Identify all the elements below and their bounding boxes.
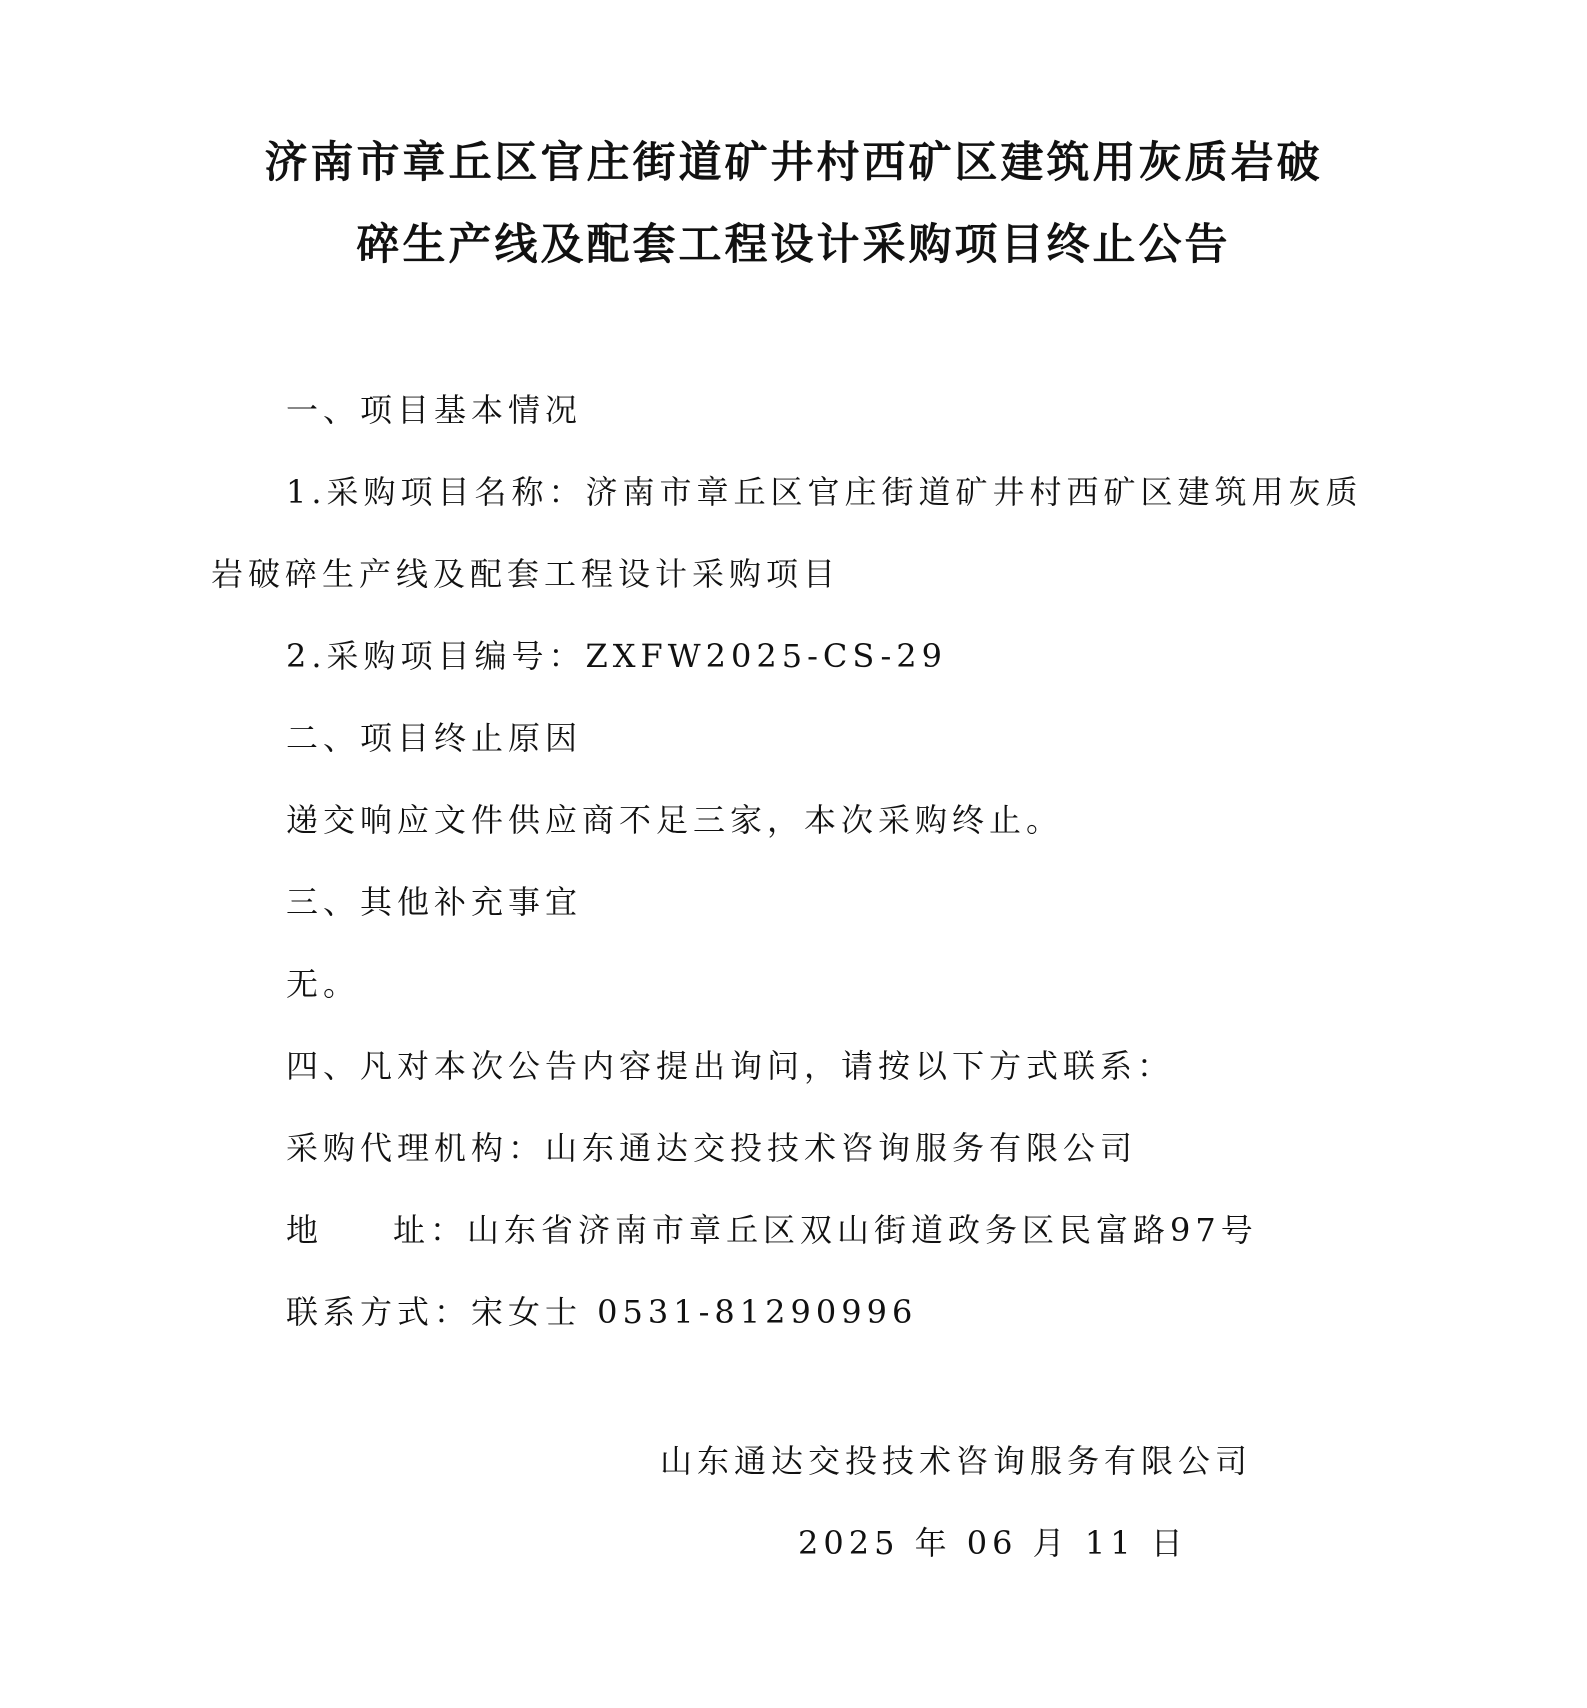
contact-info: 联系方式：宋女士 0531-81290996 — [286, 1293, 918, 1331]
section-1-heading: 一、项目基本情况 — [286, 391, 583, 429]
project-name-line-2: 岩破碎生产线及配套工程设计采购项目 — [211, 555, 841, 593]
document-title-line-2: 碎生产线及配套工程设计采购项目终止公告 — [356, 220, 1231, 270]
project-name-line-1: 1.采购项目名称：济南市章丘区官庄街道矿井村西矿区建筑用灰质 — [286, 473, 1363, 511]
address-label-start: 地 — [286, 1211, 324, 1249]
section-2-heading: 二、项目终止原因 — [286, 719, 583, 757]
termination-reason: 递交响应文件供应商不足三家，本次采购终止。 — [286, 801, 1064, 839]
address-value: 山东省济南市章丘区双山街道政务区民富路97号 — [467, 1211, 1258, 1249]
signature-date: 2025 年 06 月 11 日 — [798, 1524, 1188, 1562]
section-4-heading: 四、凡对本次公告内容提出询问，请按以下方式联系： — [286, 1047, 1175, 1085]
project-number: 2.采购项目编号：ZXFW2025-CS-29 — [286, 637, 948, 675]
address-line — [286, 1210, 1258, 1250]
document-title-line-1: 济南市章丘区官庄街道矿井村西矿区建筑用灰质岩破 — [264, 138, 1323, 188]
section-3-heading: 三、其他补充事宜 — [286, 883, 583, 921]
supplementary-matters: 无。 — [286, 965, 361, 1003]
signature-organization: 山东通达交投技术咨询服务有限公司 — [660, 1442, 1253, 1480]
address-label-end: 址： — [393, 1211, 468, 1249]
procurement-agency: 采购代理机构：山东通达交投技术咨询服务有限公司 — [286, 1129, 1138, 1167]
